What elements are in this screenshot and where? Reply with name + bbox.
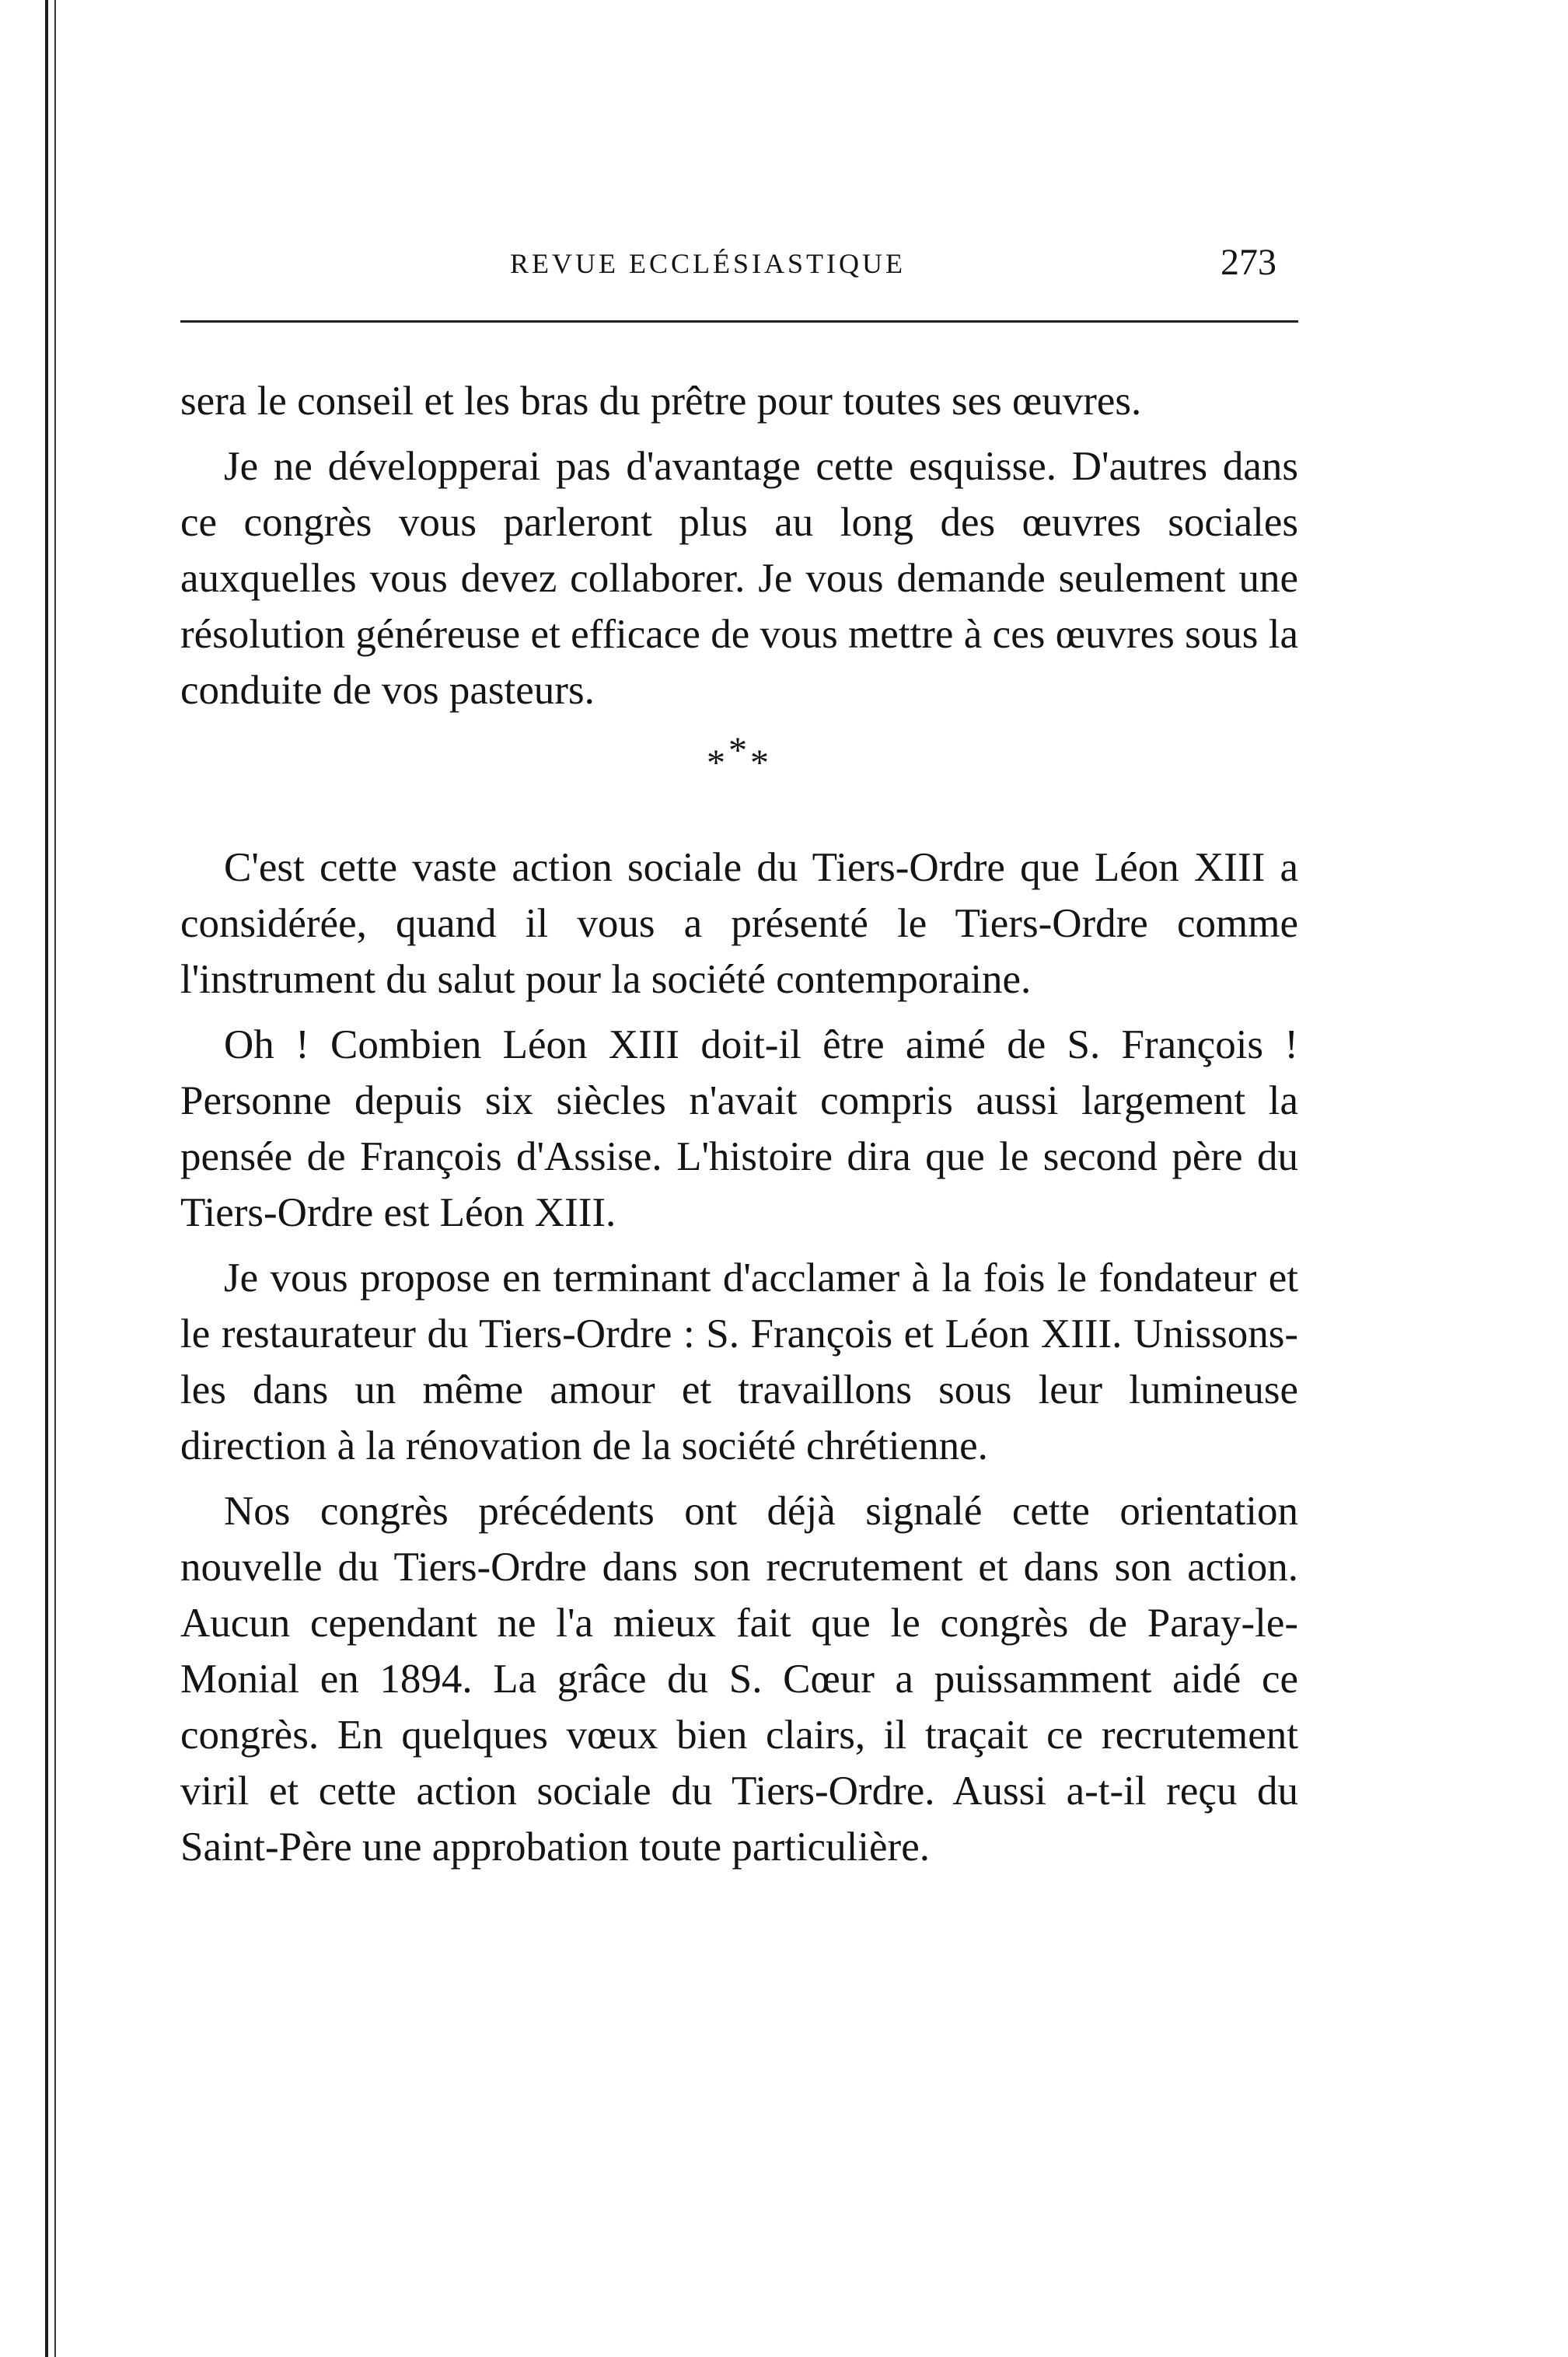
page-header — [180, 242, 1298, 294]
paragraph: sera le conseil et les bras du prêtre pour toutes ses œuvres. — [180, 379, 1142, 424]
paragraph: Oh ! Combien Léon XIII doit-il être aimé de S. François ! Personne depuis six siècles n'avait compris aussi largement la pensée de François d'Assise. L'histoire dira que le second père du Tiers-Ordre est Léon XIII. — [180, 1022, 1298, 1235]
paragraph: Je vous propose en terminant d'acclamer à la fois le fondateur et le restaurateur du Tiers-Ordre : S. François et Léon XIII. Unissons-les dans un même amour et travaillons sous leur lumineuse direction à la rénovation de la société chrétienne. — [180, 1255, 1298, 1468]
binding-edge-line-inner — [54, 0, 56, 2357]
section-asterism — [180, 730, 1298, 785]
asterism-star: * — [750, 742, 772, 784]
asterism-star: * — [728, 730, 750, 771]
page-body — [180, 373, 1298, 1884]
paragraph: C'est cette vaste action sociale du Tiers-Ordre que Léon XIII a considérée, quand il vous a présenté le Tiers-Ordre comme l'instrument du salut pour la société contemporaine. — [180, 845, 1298, 1002]
asterism-star: * — [707, 742, 728, 784]
paragraph: Nos congrès précédents ont déjà signalé cette orientation nouvelle du Tiers-Ordre dans son recrutement et dans son action. Aucun cependant ne l'a mieux fait que le congrès de Paray-le-Monial en 1894. La grâce du S. Cœur a puissamment aidé ce congrès. En quelques vœux bien clairs, il traçait ce recrutement viril et cette action sociale du Tiers-Ordre. Aussi a-t-il reçu du Saint-Père une approbation toute particulière. — [180, 1489, 1298, 1870]
page-number: 273 — [1221, 242, 1276, 283]
header-rule — [180, 320, 1298, 323]
binding-edge-line — [45, 0, 48, 2357]
running-title: REVUE ECCLÉSIASTIQUE — [510, 248, 906, 279]
paragraph: Je ne développerai pas d'avantage cette esquisse. D'autres dans ce congrès vous parleront plus au long des œuvres sociales auxquelles vous devez collaborer. Je vous demande seulement une résolution généreuse et efficace de vous mettre à ces œuvres sous la conduite de vos pasteurs. — [180, 444, 1298, 713]
